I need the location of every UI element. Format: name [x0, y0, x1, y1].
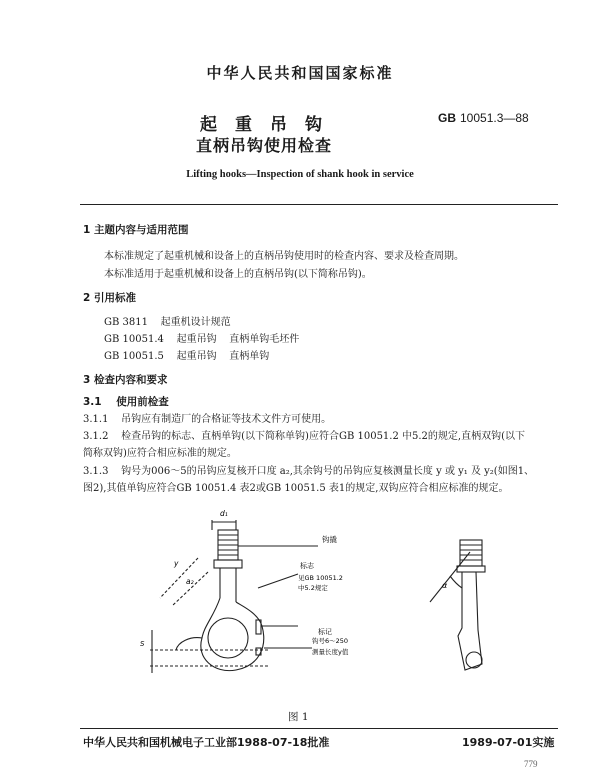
right-hook-body [458, 572, 482, 670]
title-english: Lifting hooks—Inspection of shank hook in service [186, 169, 414, 180]
subsection-3-1-heading: 3.1 使用前检查 [83, 396, 169, 408]
label-y: y [174, 559, 179, 568]
header-rule [80, 204, 558, 205]
section-1-heading: 1 主题内容与适用范围 [83, 224, 189, 236]
clause-3-1-3-line-2: 图2),其值单钩应符合GB 10051.4 表2或GB 10051.5 表1的规定,双钩应符合相应标准的规定。 [83, 483, 509, 494]
left-hook-collar [214, 560, 242, 568]
left-hook-shank [220, 568, 236, 602]
label-mark-title: 标志 [300, 562, 314, 570]
clause-3-1-2-line-1: 3.1.2 检查吊钩的标志、直柄单钩(以下简称单钩)应符合GB 10051.2 中5.2的规定,直柄双钩(以下 [83, 431, 525, 442]
label-mark2-line-1: 钩号6～250 [312, 637, 349, 645]
label-mark-line-2: 中5.2规定 [298, 584, 328, 592]
right-hook-collar [457, 566, 485, 572]
section-2-heading: 2 引用标准 [83, 292, 136, 304]
clause-3-1-1: 3.1.1 吊钩应有制造厂的合格证等技术文件方可使用。 [83, 414, 332, 425]
clause-3-1-3-line-1: 3.1.3 钩号为006～5的吊钩应复核开口度 a₂,其余钩号的吊钩应复核测量长度 y 或 y₁ 及 y₂(如图1、 [83, 466, 535, 477]
label-mark2-title: 标记 [318, 628, 332, 636]
approval-note: 中华人民共和国机械电子工业部1988-07-18批准 [83, 736, 330, 749]
label-a2: a₂ [186, 577, 194, 586]
label-s: S [140, 640, 145, 648]
reference-item: GB 10051.5 起重吊钩 直柄单钩 [104, 351, 270, 362]
right-hook-thread [460, 540, 482, 566]
footer-rule [80, 728, 558, 729]
title-main: 起重吊钩 [200, 115, 340, 135]
section-1-para-2: 本标准适用于起重机械和设备上的直柄吊钩(以下简称吊钩)。 [104, 269, 372, 280]
standard-code: 10051.3—88 [460, 111, 529, 125]
page-number: 779 [524, 759, 538, 769]
angle-line [430, 552, 470, 602]
reference-item: GB 3811 起重机设计规范 [104, 317, 231, 328]
standard-number [438, 111, 529, 125]
left-hook-body [201, 598, 264, 671]
leader-line [258, 574, 298, 588]
figure-1-drawing [130, 498, 510, 703]
effective-date: 1989-07-01实施 [462, 736, 555, 749]
national-standard-header: 中华人民共和国国家标准 [206, 64, 394, 82]
reference-item: GB 10051.4 起重吊钩 直柄单钩毛坯件 [104, 334, 300, 345]
label-mark-line-1: 见GB 10051.2 [298, 574, 343, 582]
standard-prefix: GB [438, 111, 456, 125]
clause-3-1-2-line-2: 简称双钩)应符合相应标准的规定。 [83, 448, 237, 459]
right-hook-eye [466, 652, 482, 668]
label-alpha: α [442, 581, 448, 590]
title-sub: 直柄吊钩使用检查 [196, 136, 333, 155]
section-1-para-1: 本标准规定了起重机械和设备上的直柄吊钩使用时的检查内容、要求及检查周期。 [104, 251, 464, 262]
label-thread: 钩撬 [322, 535, 337, 544]
left-hook-throat [208, 618, 248, 658]
section-3-heading: 3 检查内容和要求 [83, 374, 168, 386]
angle-arc [450, 576, 462, 588]
label-mark2-line-2: 测量长度y值 [312, 648, 349, 656]
label-d1: d₁ [220, 509, 228, 518]
figure-caption: 图 1 [288, 711, 309, 723]
